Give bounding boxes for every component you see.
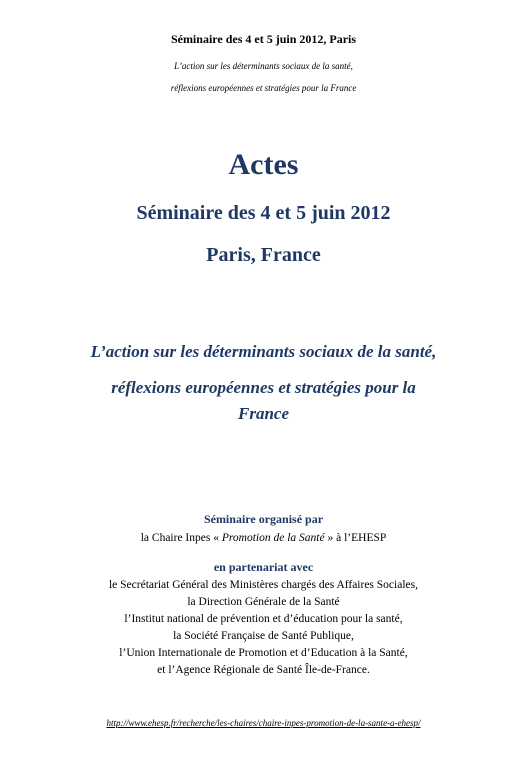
footer-url-link[interactable]: http://www.ehesp.fr/recherche/les-chaires/chaire-inpes-promotion-de-la-sante-a-ehesp/ (106, 718, 421, 728)
organizer-chaire-italic: Promotion de la Santé (221, 532, 325, 544)
organizer-chaire-prefix: la Chaire Inpes « (140, 532, 222, 544)
theme-line-3: France (238, 404, 289, 423)
partner-item: la Société Française de Santé Publique, (173, 630, 354, 642)
organizer-chaire-suffix: » à l’EHESP (324, 532, 387, 544)
header-title: Séminaire des 4 et 5 juin 2012, Paris (170, 32, 357, 46)
theme-line-2: réflexions européennes et stratégies pour la (111, 378, 416, 397)
partner-heading: en partenariat avec (213, 560, 314, 574)
partner-item: l’Institut national de prévention et d’éducation pour la santé, (124, 613, 403, 625)
partner-item: l’Union Internationale de Promotion et d’Education à la Santé, (119, 647, 408, 659)
partner-item: et l’Agence Régionale de Santé Île-de-France. (157, 664, 370, 676)
partner-item: le Secrétariat Général des Ministères chargés des Affaires Sociales, (108, 579, 418, 591)
partner-item: la Direction Générale de la Santé (187, 596, 340, 608)
organizer-chaire (0, 532, 527, 544)
header-subtitle-line-1: L’action sur les déterminants sociaux de la santé, (174, 61, 353, 71)
seminar-dates: Séminaire des 4 et 5 juin 2012 (136, 202, 391, 224)
seminar-place: Paris, France (206, 244, 321, 266)
actes-title: Actes (228, 148, 299, 181)
theme-line-1: L’action sur les déterminants sociaux de la santé, (90, 342, 437, 361)
header-subtitle-line-2: réflexions européennes et stratégies pour la France (170, 83, 357, 93)
organizer-heading: Séminaire organisé par (203, 512, 324, 526)
